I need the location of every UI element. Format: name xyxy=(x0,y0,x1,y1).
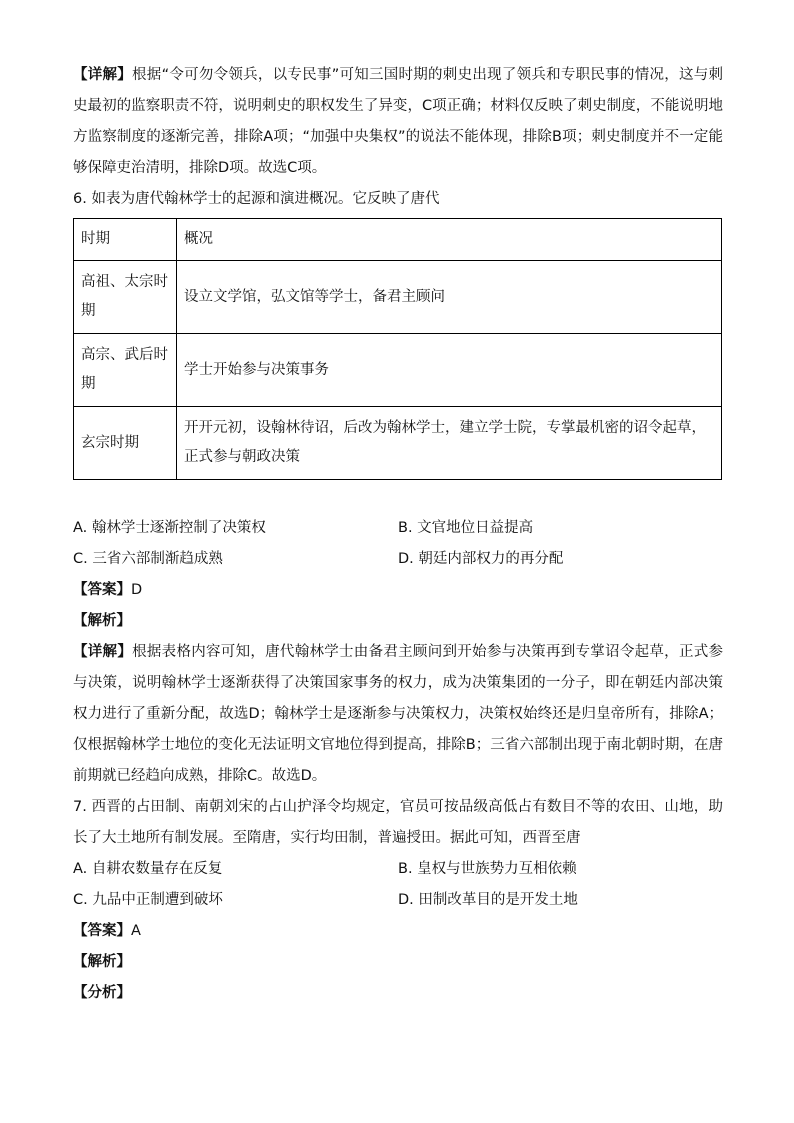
document-page xyxy=(73,60,723,1009)
table-cell-desc: 学士开始参与决策事务 xyxy=(177,334,722,407)
option-b: B. 皇权与世族势力互相依赖 xyxy=(398,861,577,877)
answer-value: D xyxy=(131,582,143,598)
table-cell-desc: 设立文学馆，弘文馆等学士，备君主顾问 xyxy=(177,261,722,334)
table-header-cell: 概况 xyxy=(177,219,722,261)
table-row xyxy=(74,407,722,480)
q6-stem: 6. 如表为唐代翰林学士的起源和演进概况。它反映了唐代 xyxy=(73,191,440,207)
option-c: C. 三省六部制渐趋成熟 xyxy=(73,551,223,567)
q7-answer xyxy=(73,916,723,947)
q6-options xyxy=(73,513,723,575)
q7-fenxi-tag: 【分析】 xyxy=(73,985,131,1001)
q6-analysis-tag: 【解析】 xyxy=(73,613,131,629)
option-b: B. 文官地位日益提高 xyxy=(398,520,534,536)
option-c: C. 九品中正制遭到破坏 xyxy=(73,892,223,908)
answer-value: A xyxy=(131,923,141,939)
answer-tag: 【答案】 xyxy=(73,582,131,598)
q6-answer xyxy=(73,575,723,606)
table-cell-period: 玄宗时期 xyxy=(74,407,177,480)
option-d: D. 田制改革目的是开发土地 xyxy=(398,892,578,908)
table-header-row xyxy=(74,219,722,261)
q7-stem: 7. 西晋的占田制、南朝刘宋的占山护泽令均规定，官员可按品级高低占有数目不等的农田、山地，助长了大土地所有制发展。至隋唐，实行均田制，普遍授田。据此可知，西晋至唐 xyxy=(73,799,723,846)
q7-options xyxy=(73,854,723,916)
table-header-cell: 时期 xyxy=(74,219,177,261)
table-row xyxy=(74,334,722,407)
q6-detail-paragraph xyxy=(73,637,723,792)
table-row xyxy=(74,261,722,334)
option-a: A. 自耕农数量存在反复 xyxy=(73,861,223,877)
detail-text: 根据表格内容可知，唐代翰林学士由备君主顾问到开始参与决策再到专掌诏令起草，正式参与决策，说明翰林学士逐渐获得了决策国家事务的权力，成为决策集团的一分子，即在朝廷内部决策权力进行了重新分配，故选D；翰林学士是逐渐参与决策权力，决策权始终还是归皇帝所有，排除A；仅根据翰林学士地位的变化无法证明文官地位得到提高，排除B；三省六部制出现于南北朝时期，在唐前期就已经趋向成熟，排除C。故选D。 xyxy=(73,644,724,784)
table-cell-period: 高祖、太宗时期 xyxy=(74,261,177,334)
table-cell-period: 高宗、武后时期 xyxy=(74,334,177,407)
option-a: A. 翰林学士逐渐控制了决策权 xyxy=(73,520,266,536)
detail-tag: 【详解】 xyxy=(73,644,133,660)
q6-table xyxy=(73,218,722,480)
detail-tag: 【详解】 xyxy=(73,67,133,83)
option-d: D. 朝廷内部权力的再分配 xyxy=(398,551,564,567)
table-cell-desc: 开开元初，设翰林待诏，后改为翰林学士，建立学士院，专掌最机密的诏令起草，正式参与朝政决策 xyxy=(177,407,722,480)
detail-text: 根据“令可勿令领兵，以专民事”可知三国时期的刺史出现了领兵和专职民事的情况，这与刺史最初的监察职责不符，说明刺史的职权发生了异变，C项正确；材料仅反映了刺史制度，不能说明地方监察制度的逐渐完善，排除A项；“加强中央集权”的说法不能体现，排除B项；刺史制度并不一定能够保障吏治清明，排除D项。故选C项。 xyxy=(73,67,723,176)
answer-tag: 【答案】 xyxy=(73,923,131,939)
q5-detail-paragraph xyxy=(73,60,723,184)
q7-analysis-tag: 【解析】 xyxy=(73,954,131,970)
